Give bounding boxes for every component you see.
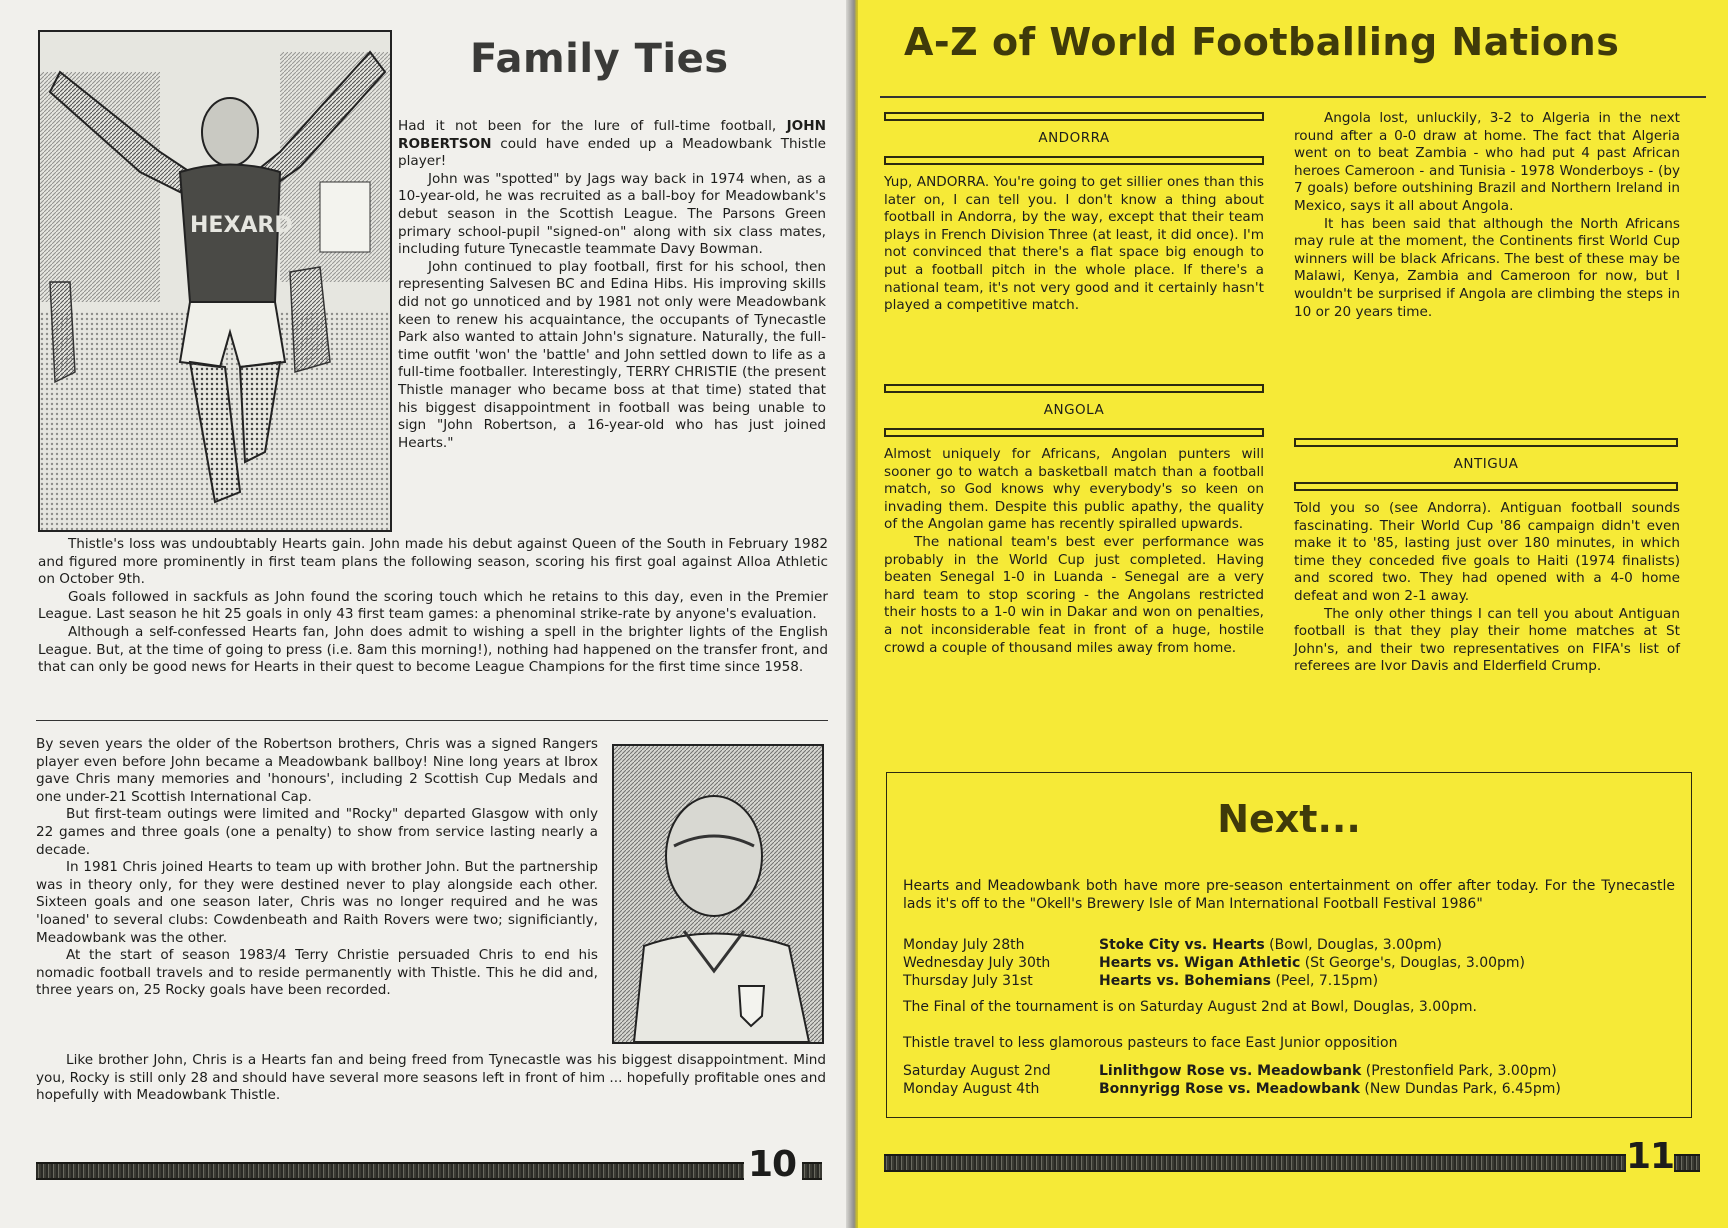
fixture-row [903,1081,1561,1097]
footer-bar [884,1154,1626,1172]
meadowbank-fixtures-list [903,1063,1675,1103]
footer-bar [36,1162,744,1180]
footer-bar-end [802,1162,822,1180]
fixture-match: Hearts vs. Wigan Athletic [1099,955,1301,971]
fixture-match: Hearts vs. Bohemians [1099,973,1271,989]
page-number: 10 [748,1144,797,1185]
section-paragraph: Angola lost, unluckily, 3-2 to Algeria in the next round after a 0-0 draw at home. The fact that Algeria went on to beat Zambia - who had put 4 past African heroes Cameroon - and Tunisia - 1978 Wonderboys - (by 7 goals) before outshining Brazil and Northern Ireland in Mexico, says it all about Angola. [1294,110,1680,214]
player-portrait-illustration [614,746,822,1042]
fixture-detail: (Peel, 7.15pm) [1271,973,1379,989]
article-paragraph: Although a self-confessed Hearts fan, John does admit to wishing a spell in the brighter lights of the English League. But, at the time of going to press (i.e. 8am this morning!), nothing had happened on the transfer front, and that can only be good news for Hearts in their quest to become League Champions for the first time since 1958. [38,623,828,676]
article-paragraph: In 1981 Chris joined Hearts to team up with brother John. But the partnership was in theory only, for they were destined never to play alongside each other. Sixteen goals and one season later, Chris was no longer required and he was 'loaned' to several clubs: Cowdenbeath and Raith Rovers were two; significiantly, Meadowbank was the other. [36,859,598,946]
fixture-date: Thursday July 31st [903,973,1033,989]
article-chris-column [36,736,598,1000]
fixture-date: Monday July 28th [903,937,1025,953]
section-paragraph: Almost uniquely for Africans, Angolan punters will sooner go to watch a basketball match than a football match, so God knows why everybody's so keen on invading them. Despite this public apathy, the quality of the Angolan game has recently spiralled upwards. [884,446,1264,533]
fixture-date: Saturday August 2nd [903,1063,1051,1079]
antigua-section [1294,500,1680,676]
article-paragraph: John was "spotted" by Jags way back in 1974 when, as a 10-year-old, he was recruited as a ball-boy for Meadowbank's debut season in the Scottish League. The Parsons Green primary school-pupil "signed-on" along with six class mates, including future Tynecastle teammate Davy Bowman. [398,170,826,258]
next-fixtures-box [886,772,1692,1118]
article-paragraph: But first-team outings were limited and "Rocky" departed Glasgow with only 22 games and three goals (one a penalty) to show from service lasting nearly a decade. [36,806,598,858]
article-paragraph: At the start of season 1983/4 Terry Christie persuaded Chris to end his nomadic football travels and to reside permanently with Thistle. This he did and, three years on, 25 Rocky goals have been recorded. [36,947,598,999]
section-heading-angola: ANGOLA [1043,402,1105,418]
andorra-section [884,174,1264,315]
john-robertson-photo [38,30,392,532]
page-title: A-Z of World Footballing Nations [904,20,1620,64]
article-paragraph: John continued to play football, first for his school, then representing Salvesen BC and Edina Hibs. His improving skills did not go unnoticed and by 1981 not only were Meadowbank keen to renew his acquaintance, the occupants of Tynecastle Park also wanted to attain John's signature. Naturally, the full-time outfit 'won' the 'battle' and John settled down to life as a full-time footballer. Interestingly, TERRY CHRISTIE (the present Thistle manager who became boss at that time) stated that his biggest disappointment in football was being unable to sign "John Robertson, a 16-year-old who has just joined Hearts." [398,258,826,451]
section-divider [36,720,828,721]
next-intro-text: Hearts and Meadowbank both have more pre-season entertainment on offer after today. For the Tynecastle lads it's off to the "Okell's Brewery Isle of Man International Football Festival 1986" [903,878,1675,912]
angola-section-continued [1294,110,1680,321]
article-full-width [38,536,828,677]
title-rule [880,96,1706,98]
fixture-match: Bonnyrigg Rose vs. Meadowbank [1099,1081,1360,1097]
article-paragraph: Had it not been for the lure of full-time football, JOHN ROBERTSON could have ended up a Meadowbank Thistle player! [398,118,826,170]
page-title: Family Ties [470,36,729,82]
heading-box-top [884,112,1264,121]
heading-box-top [884,384,1264,393]
hearts-fixtures-list [903,937,1675,997]
next-title: Next... [1217,797,1361,841]
article-paragraph: Like brother John, Chris is a Hearts fan and being freed from Tynecastle was his biggest disappointment. Mind you, Rocky is still only 28 and should have several more seasons left in front of him ... hopefully profitable ones and hopefully with Meadowbank Thistle. [36,1052,826,1104]
thistle-note: Thistle travel to less glamorous pasteurs to face East Junior opposition [903,1035,1398,1051]
page-number: 11 [1626,1136,1675,1177]
section-paragraph: The national team's best ever performance was probably in the World Cup just completed. Having beaten Senegal 1-0 in Luanda - Senegal are a very hard team to stop scoring - the Angolans restricted their hosts to a 1-0 win in Dakar and won on penalties, a not inconsiderable feat in front of a huge, hostile crowd a couple of thousand miles away from home. [884,533,1264,656]
angola-section [884,446,1264,657]
section-paragraph: Told you so (see Andorra). Antiguan football sounds fascinating. Their World Cup '86 campaign didn't even make it to '85, lasting just over 180 minutes, in which time they conceded five goals to Haiti (1974 finalists) and scored two. They had opened with a 4-0 home defeat and won 2-1 away. [1294,500,1680,604]
heading-box-bottom [884,428,1264,437]
article-chris-end [36,1052,826,1105]
section-paragraph: Yup, ANDORRA. You're going to get sillier ones than this later on, I can tell you. I don't know a thing about football in Andorra, by the way, except that their team plays in French Division Three (at least, it did once). I'm not convinced that there's a flat space big enough to put a football pitch in the whole place. If there's a national team, it's not very good and it certainly hasn't played a competitive match. [884,174,1264,314]
heading-box-bottom [1294,482,1678,491]
heading-box-top [1294,438,1678,447]
fixture-row [903,937,1442,953]
final-note: The Final of the tournament is on Saturday August 2nd at Bowl, Douglas, 3.00pm. [903,999,1477,1015]
fixture-row [903,1063,1557,1079]
shirt-sponsor-text: HEXARD [190,213,293,238]
right-page [858,0,1728,1228]
fixture-detail: (New Dundas Park, 6.45pm) [1359,1081,1561,1097]
fixture-row [903,955,1525,971]
celebrating-player-illustration [40,32,390,530]
article-paragraph: Goals followed in sackfuls as John found the scoring touch which he retains to this day, even in the Premier League. Last season he hit 25 goals in only 43 first team games: a phenominal strike-rate by anyone's evaluation. [38,588,828,623]
fixture-match: Stoke City vs. Hearts [1099,937,1265,953]
left-page [0,0,852,1228]
fixture-detail: (Bowl, Douglas, 3.00pm) [1264,937,1442,953]
heading-box-bottom [884,156,1264,165]
fixture-row [903,973,1378,989]
article-paragraph: Thistle's loss was undoubtably Hearts gain. John made his debut against Queen of the South in February 1982 and figured more prominently in first team plans the following season, scoring his first goal against Alloa Athletic on October 9th. [38,536,828,588]
section-heading-antigua: ANTIGUA [1453,456,1519,472]
section-paragraph: It has been said that although the North Africans may rule at the moment, the Continents first World Cup winners will be black Africans. The best of these may be Malawi, Kenya, Zambia and Cameroon for now, but I wouldn't be surprised if Angola are climbing the steps in 10 or 20 years time. [1294,215,1680,320]
next-intro [903,877,1675,913]
section-heading-andorra: ANDORRA [1038,130,1110,146]
fixture-date: Wednesday July 30th [903,955,1051,971]
article-paragraph: By seven years the older of the Robertson brothers, Chris was a signed Rangers player even before John became a Meadowbank ballboy! Nine long years at Ibrox gave Chris many memories and 'honours', including 2 Scottish Cup Medals and one under-21 Scottish International Cap. [36,736,598,805]
footer-bar-end [1674,1154,1700,1172]
fixture-match: Linlithgow Rose vs. Meadowbank [1099,1063,1362,1079]
fixture-date: Monday August 4th [903,1081,1040,1097]
chris-robertson-photo [612,744,824,1044]
fixture-detail: (St George's, Douglas, 3.00pm) [1300,955,1525,971]
fixture-detail: (Prestonfield Park, 3.00pm) [1361,1063,1557,1079]
section-paragraph: The only other things I can tell you about Antiguan football is that they play their home matches at St John's, and their two representatives on FIFA's list of referees are Ivor Davis and Elderfield Crump. [1294,605,1680,675]
article-top-column [398,118,826,452]
